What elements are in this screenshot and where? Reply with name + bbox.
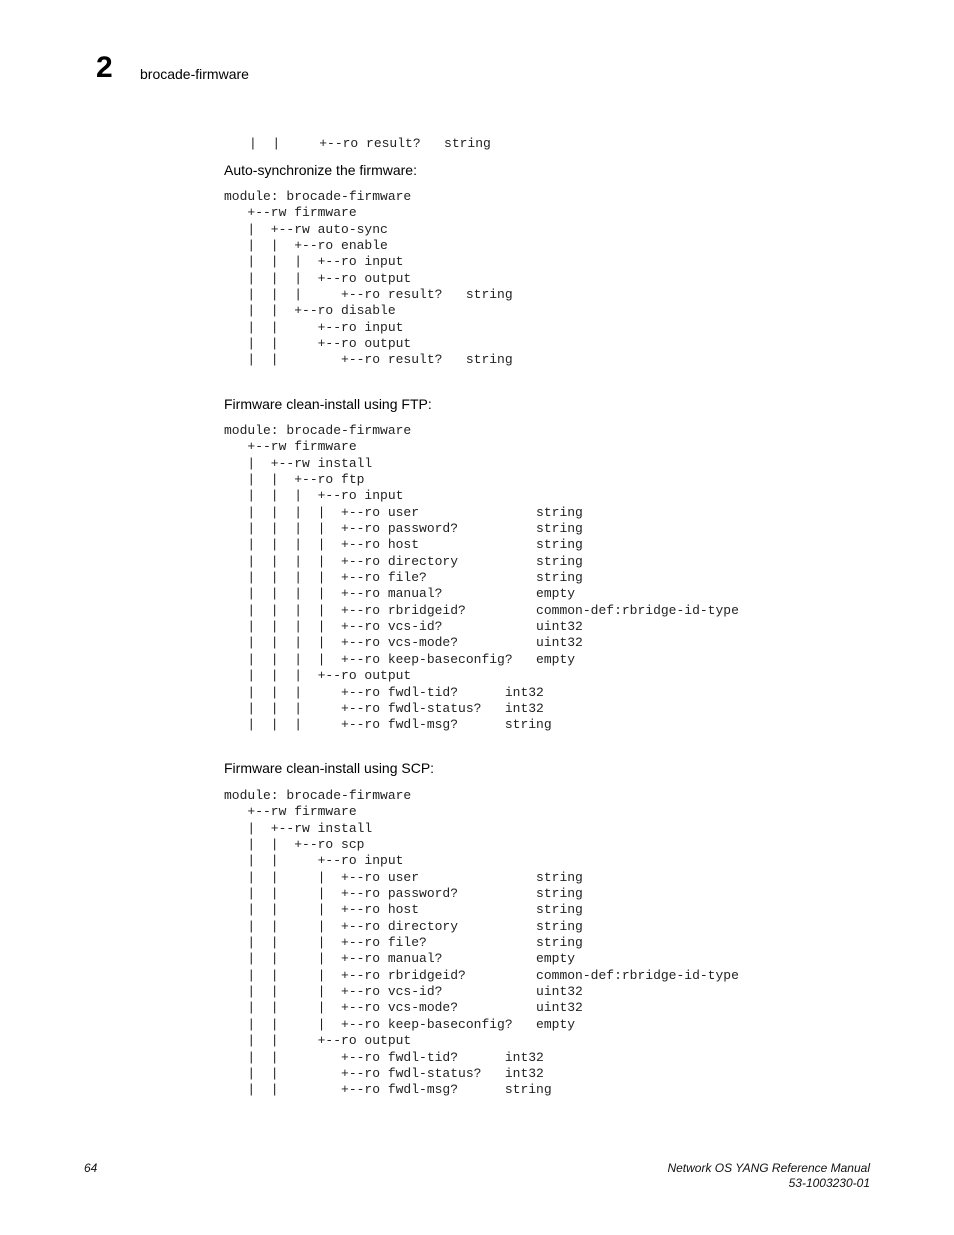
code-block-ftp-install: module: brocade-firmware +--rw firmware | +--rw install | | +--ro ftp | | | +--ro input | | | | +--ro user string | | | | +--ro password? string | | | | +--ro host string | | | | +--ro directory string | | | | +--ro file? string | | | | +--ro manual? empty | | | | +--ro rbridgeid? common-def:rbridge-id-type | | | | +--ro vcs-id? uint32 | | | | +--ro vcs-mode? uint32 | | | | +--ro keep-baseconfig? empty | | | +--ro output | | | +--ro fwdl-tid? int32 | | | +--ro fwdl-status? int32 | | | +--ro fwdl-msg? string: [224, 423, 739, 733]
footer-doc-info: [667, 1161, 870, 1191]
code-block-scp-install: module: brocade-firmware +--rw firmware | +--rw install | | +--ro scp | | +--ro input | | | +--ro user string | | | +--ro password? string | | | +--ro host string | | | +--ro directory string | | | +--ro file? string | | | +--ro manual? empty | | | +--ro rbridgeid? common-def:rbridge-id-type | | | +--ro vcs-id? uint32 | | | +--ro vcs-mode? uint32 | | | +--ro keep-baseconfig? empty | | +--ro output | | +--ro fwdl-tid? int32 | | +--ro fwdl-status? int32 | | +--ro fwdl-msg? string: [224, 788, 739, 1098]
section-heading-scp-install: Firmware clean-install using SCP:: [224, 760, 435, 776]
page-number: 64: [84, 1161, 98, 1175]
chapter-number: 2: [96, 51, 113, 84]
code-block-auto-sync: module: brocade-firmware +--rw firmware | +--rw auto-sync | | +--ro enable | | | +--ro input | | | +--ro output | | | +--ro result? string | | +--ro disable | | +--ro input | | +--ro output | | +--ro result? string: [224, 189, 513, 368]
doc-number: 53-1003230-01: [788, 1176, 870, 1190]
code-block-continuation: | | +--ro result? string: [249, 136, 491, 151]
manual-title: Network OS YANG Reference Manual: [667, 1161, 870, 1175]
section-heading-ftp-install: Firmware clean-install using FTP:: [224, 396, 432, 412]
chapter-title: brocade-firmware: [140, 66, 249, 82]
section-heading-auto-sync: Auto-synchronize the firmware:: [224, 162, 417, 178]
